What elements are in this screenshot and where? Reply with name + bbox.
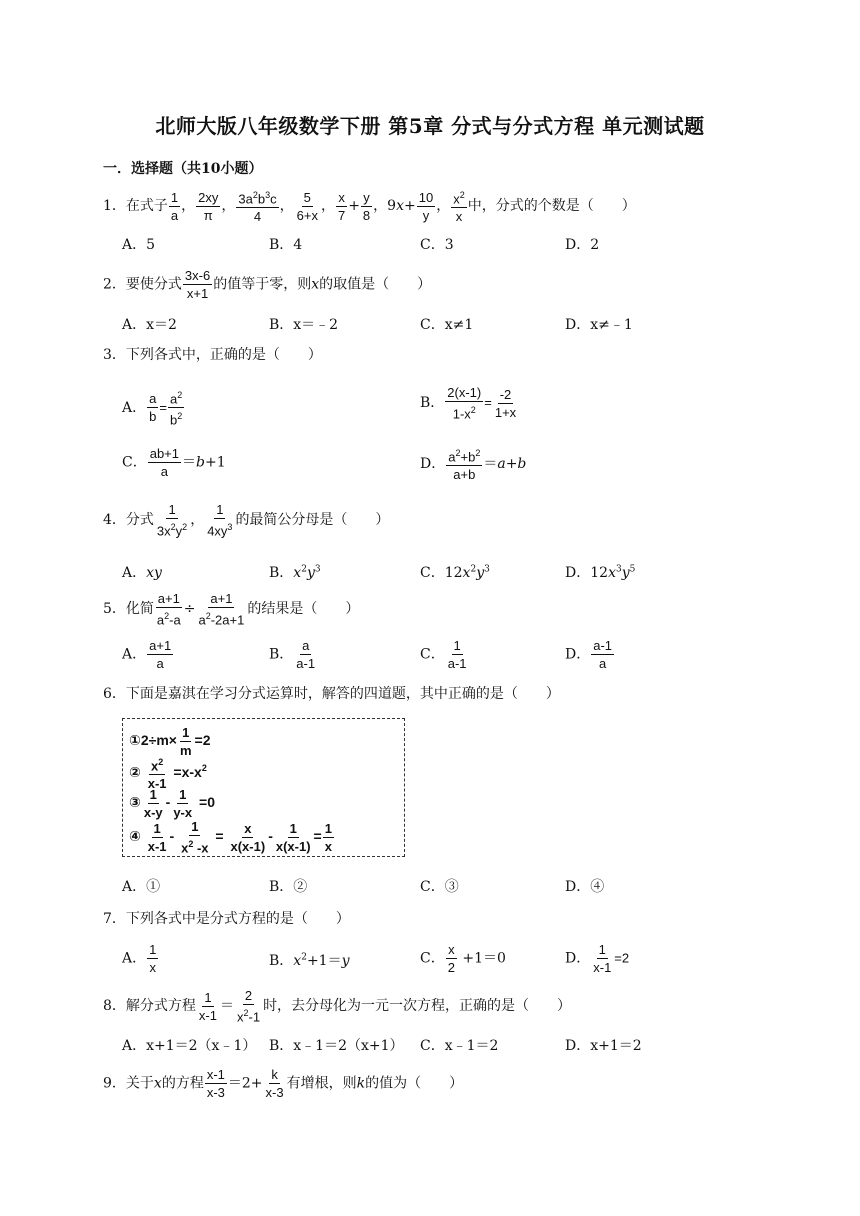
- question-5: 5．化简 $\frac{a+1}{a^2-a}$ ÷ $\frac{a+1}{a^2-2a+1}$ 的结果是（ ）: [103, 591, 360, 628]
- q1-option-b[interactable]: B．4: [269, 237, 303, 253]
- q4-option-a[interactable]: A．xy: [122, 565, 162, 581]
- q6-solution-1: ①2÷m× $\frac{1}{m}$ =2: [129, 725, 211, 758]
- q6-solution-4: ④ $\frac{1}{x-1}$ - $\frac{1}{x^2 -x}$ = $\frac{x}{x(x-1)}$ - $\frac{1}{x(x-1)}$ = $\frac{1}{x}$: [129, 819, 332, 856]
- q7-option-b[interactable]: B．$x^2+1=y$: [269, 952, 350, 969]
- q7-option-d[interactable]: D． $\frac{1}{x-1}$ =2: [565, 942, 630, 975]
- q6-solution-2: ② $\frac{x^2}{x-1}$ $=x-x^2$: [129, 757, 207, 792]
- q3-option-b[interactable]: B． $\frac{2(x-1)}{1-x^2}$ = $\frac{-2}{1+x}$: [420, 385, 517, 422]
- q4-option-d[interactable]: D．$12x^3y^5$: [565, 564, 636, 581]
- q2-option-d[interactable]: D．x≠﹣1: [565, 317, 633, 333]
- q2-option-b[interactable]: B．x＝﹣2: [269, 317, 339, 333]
- question-9: 9．关于x的方程 $\frac{x-1}{x-3}$ ＝2+ $\frac{k}{x-3}$ 有增根，则k的值为（ ）: [103, 1067, 464, 1100]
- q6-option-b[interactable]: B．②: [269, 879, 308, 895]
- q5-option-d[interactable]: D． $\frac{a-1}{a}$: [565, 638, 613, 671]
- q3-option-a[interactable]: A． $\frac{a}{b}$ = $\frac{a^2}{b^2}$: [122, 390, 183, 428]
- q3-option-d[interactable]: D． $\frac{a^2+b^2}{a+b}$ ＝a+b: [420, 448, 527, 483]
- q6-solutions-box: [122, 718, 405, 857]
- q5-option-b[interactable]: B． $\frac{a}{a-1}$: [269, 638, 316, 671]
- q1-option-c[interactable]: C．3: [420, 237, 454, 253]
- q4-option-b[interactable]: B．$x^2y^3$: [269, 564, 321, 581]
- q4-option-c[interactable]: C．$12x^2y^3$: [420, 564, 490, 581]
- q6-solution-3: ③ $\frac{1}{x-y}$ - $\frac{1}{y-x}$ =0: [129, 787, 215, 820]
- q6-option-c[interactable]: C．③: [420, 879, 459, 895]
- q8-option-a[interactable]: A．x+1＝2（x﹣1）: [122, 1038, 257, 1054]
- section-heading: 一．选择题（共10小题）: [103, 161, 263, 177]
- q8-option-d[interactable]: D．x+1＝2: [565, 1038, 642, 1054]
- q2-option-a[interactable]: A．x＝2: [122, 317, 177, 333]
- q8-option-b[interactable]: B．x﹣1＝2（x+1）: [269, 1038, 404, 1054]
- q8-option-c[interactable]: C．x﹣1＝2: [420, 1038, 499, 1054]
- q1-option-a[interactable]: A．5: [122, 237, 156, 253]
- question-1: 1．在式子 $\frac{1}{a}$ ， $\frac{2xy}{\pi}$ ， $\frac{3a^2b^3c}{4}$ ， $\frac{5}{6+x}$ ， $\frac{x}{7}$ + $\frac{y}{8}$ ，9x+ $\frac{10}{y}$ ， $\frac{x^2}{x}$ 中，分式的个数是（ ）: [103, 189, 636, 225]
- question-6: 6．下面是嘉淇在学习分式运算时，解答的四道题，其中正确的是（ ）: [103, 686, 560, 702]
- q6-option-d[interactable]: D．④: [565, 879, 605, 895]
- question-7: 7．下列各式中是分式方程的是（ ）: [103, 911, 350, 927]
- question-4: 4．分式 $\frac{1}{3x^2y^2}$ ， $\frac{1}{4xy^3}$ 的最简公分母是（ ）: [103, 502, 390, 539]
- q1-option-d[interactable]: D．2: [565, 237, 600, 253]
- question-3: 3．下列各式中，正确的是（ ）: [103, 347, 322, 363]
- question-2: 2．要使分式 $\frac{3x-6}{x+1}$ 的值等于零，则x的取值是（ ）: [103, 268, 432, 301]
- question-8: 8．解分式方程 $\frac{1}{x-1}$ ＝ $\frac{2}{x^2-1}$ 时，去分母化为一元一次方程，正确的是（ ）: [103, 988, 572, 1025]
- page-title: 北师大版八年级数学下册 第5章 分式与分式方程 单元测试题: [155, 114, 705, 138]
- q7-option-c[interactable]: C． $\frac{x}{2}$ +1＝0: [420, 942, 506, 975]
- q5-option-a[interactable]: A． $\frac{a+1}{a}$: [122, 638, 172, 671]
- q5-option-c[interactable]: C． $\frac{1}{a-1}$: [420, 638, 467, 671]
- q3-option-c[interactable]: C． $\frac{ab+1}{a}$ ＝b+1: [122, 446, 226, 479]
- q7-option-a[interactable]: A． $\frac{1}{x}$: [122, 942, 157, 975]
- q2-option-c[interactable]: C．x≠1: [420, 317, 474, 333]
- q6-option-a[interactable]: A．①: [122, 879, 161, 895]
